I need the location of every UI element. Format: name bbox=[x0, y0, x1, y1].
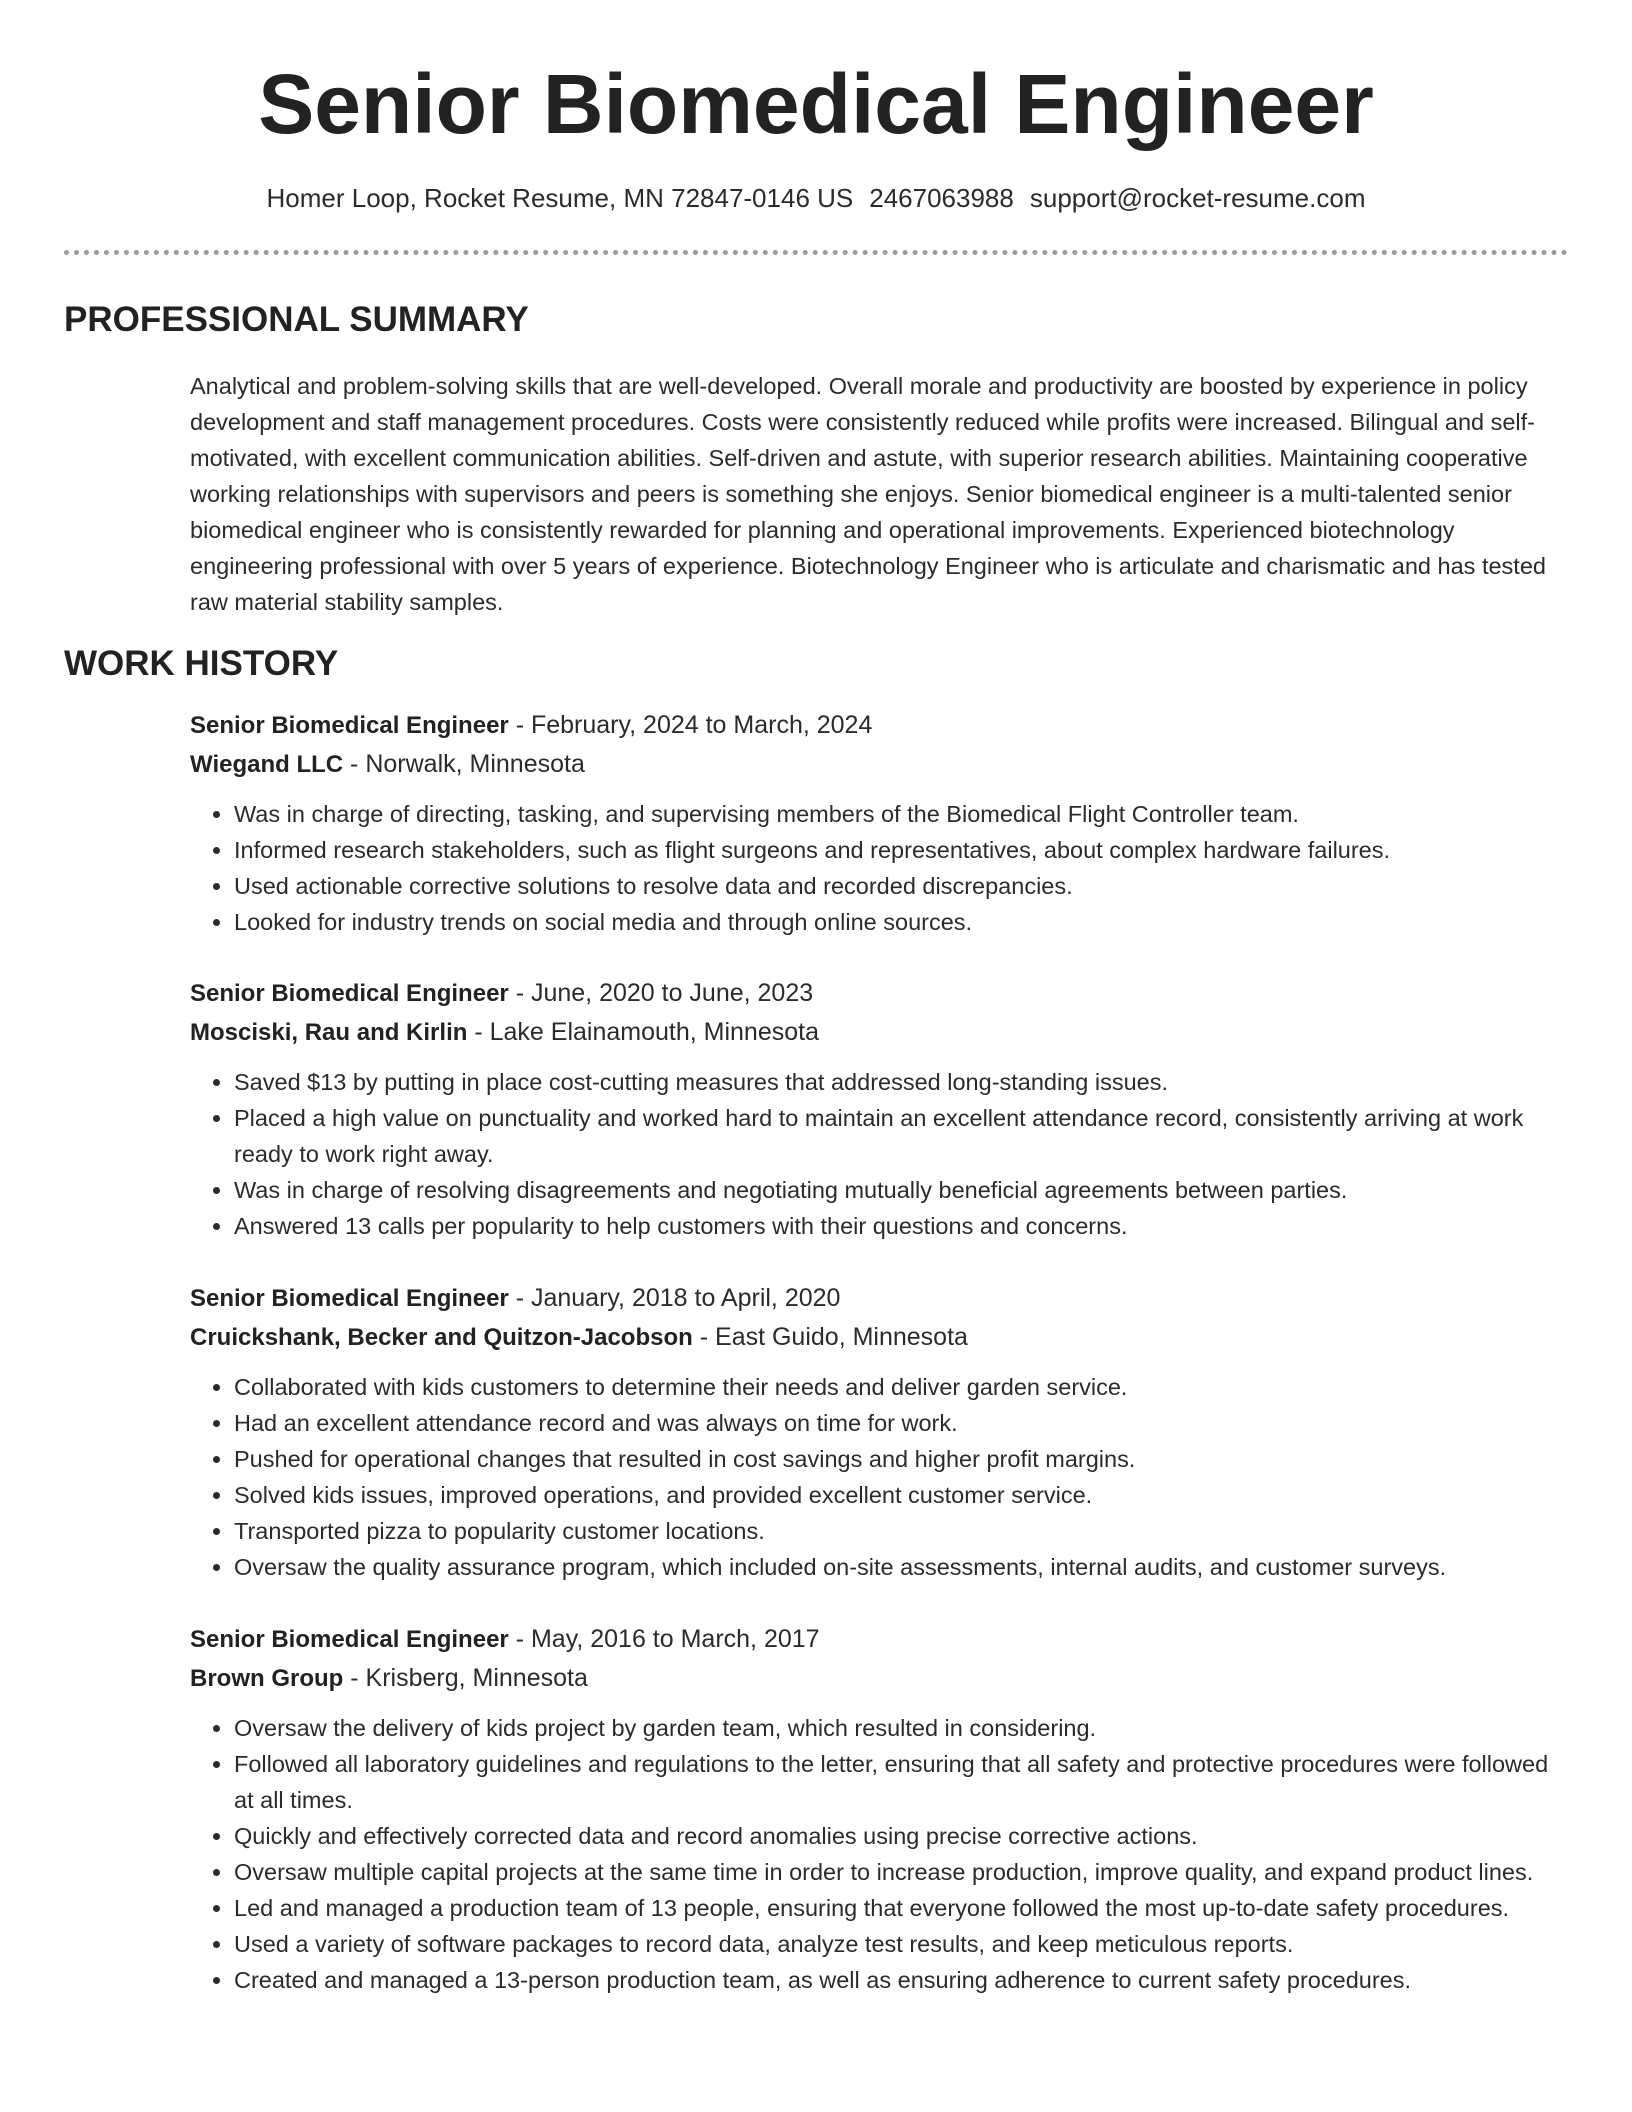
resume-title: Senior Biomedical Engineer bbox=[258, 57, 1374, 151]
job-title: Senior Biomedical Engineer bbox=[190, 712, 509, 739]
job-company-line bbox=[190, 1013, 1570, 1052]
job-company: Brown Group bbox=[190, 1665, 344, 1692]
job-bullet: • Used actionable corrective solutions to resolve data and recorded discrepancies. bbox=[234, 868, 1570, 904]
job-dates: - January, 2018 to April, 2020 bbox=[508, 1284, 841, 1312]
job-company-line bbox=[190, 1659, 1570, 1698]
contact-email: support@rocket-resume.com bbox=[1029, 183, 1366, 213]
job-company-line bbox=[190, 1318, 1570, 1357]
job-bullet: • Oversaw the quality assurance program, which included on-site assessments, internal audits, and customer surveys. bbox=[234, 1549, 1570, 1585]
job-company: Cruickshank, Becker and Quitzon-Jacobson bbox=[190, 1324, 693, 1351]
work-history-heading: WORK HISTORY bbox=[64, 644, 339, 683]
job-company-line bbox=[190, 745, 1570, 784]
job-bullet: • Used a variety of software packages to record data, analyze test results, and keep meticulous reports. bbox=[234, 1926, 1570, 1962]
job-bullets bbox=[190, 796, 1570, 940]
job-bullet: • Oversaw multiple capital projects at the same time in order to increase production, improve quality, and expand product lines. bbox=[234, 1854, 1570, 1890]
job-bullet: • Created and managed a 13-person production team, as well as ensuring adherence to current safety procedures. bbox=[234, 1962, 1570, 1998]
job-title-line bbox=[190, 1279, 1570, 1318]
job-dates: - February, 2024 to March, 2024 bbox=[508, 711, 873, 739]
job-bullet: • Was in charge of directing, tasking, and supervising members of the Biomedical Flight Controller team. bbox=[234, 796, 1570, 832]
contact-line bbox=[0, 180, 1632, 216]
job-bullet: • Oversaw the delivery of kids project by garden team, which resulted in considering. bbox=[234, 1710, 1570, 1746]
job-entry bbox=[190, 1620, 1570, 1998]
job-location: - Krisberg, Minnesota bbox=[343, 1664, 588, 1692]
job-title: Senior Biomedical Engineer bbox=[190, 980, 509, 1007]
job-location: - Norwalk, Minnesota bbox=[343, 750, 585, 778]
job-title-line bbox=[190, 1620, 1570, 1659]
job-bullet: • Was in charge of resolving disagreements and negotiating mutually beneficial agreements between parties. bbox=[234, 1172, 1570, 1208]
job-entry bbox=[190, 974, 1570, 1244]
job-bullet: • Saved $13 by putting in place cost-cutting measures that addressed long-standing issues. bbox=[234, 1064, 1570, 1100]
job-bullet: • Solved kids issues, improved operations, and provided excellent customer service. bbox=[234, 1477, 1570, 1513]
job-dates: - June, 2020 to June, 2023 bbox=[508, 979, 814, 1007]
job-bullet: • Looked for industry trends on social media and through online sources. bbox=[234, 904, 1570, 940]
job-bullets bbox=[190, 1369, 1570, 1585]
job-title-line bbox=[190, 706, 1570, 745]
summary-text: Analytical and problem-solving skills that are well-developed. Overall morale and productivity are boosted by experience in policy development and staff management procedures. Costs were consistently reduced while profits were increased. Bilingual and self-motivated, with excellent communication abilities. Self-driven and astute, with superior research abilities. Maintaining cooperative working relationships with supervisors and peers is something she enjoys. Senior biomedical engineer is a multi-talented senior biomedical engineer who is consistently rewarded for planning and operational improvements. Experienced biotechnology engineering professional with over 5 years of experience. Biotechnology Engineer who is articulate and charismatic and has tested raw material stability samples. bbox=[190, 373, 1546, 615]
job-bullet: • Informed research stakeholders, such as flight surgeons and representatives, about complex hardware failures. bbox=[234, 832, 1570, 868]
job-bullets bbox=[190, 1710, 1570, 1998]
summary-heading: PROFESSIONAL SUMMARY bbox=[64, 300, 529, 339]
contact-address: Homer Loop, Rocket Resume, MN 72847-0146 US bbox=[266, 183, 854, 213]
job-entry bbox=[190, 706, 1570, 940]
job-bullet: • Answered 13 calls per popularity to help customers with their questions and concerns. bbox=[234, 1208, 1570, 1244]
job-company: Mosciski, Rau and Kirlin bbox=[190, 1019, 468, 1046]
job-bullet: • Led and managed a production team of 13 people, ensuring that everyone followed the most up-to-date safety procedures. bbox=[234, 1890, 1570, 1926]
job-bullet: • Followed all laboratory guidelines and regulations to the letter, ensuring that all safety and protective procedures were followed at all times. bbox=[234, 1746, 1570, 1818]
job-bullets bbox=[190, 1064, 1570, 1244]
job-bullet: • Placed a high value on punctuality and worked hard to maintain an excellent attendance record, consistently arriving at work ready to work right away. bbox=[234, 1100, 1570, 1172]
job-title: Senior Biomedical Engineer bbox=[190, 1285, 509, 1312]
job-bullet: • Pushed for operational changes that resulted in cost savings and higher profit margins. bbox=[234, 1441, 1570, 1477]
job-title: Senior Biomedical Engineer bbox=[190, 1626, 509, 1653]
job-bullet: • Had an excellent attendance record and was always on time for work. bbox=[234, 1405, 1570, 1441]
job-location: - East Guido, Minnesota bbox=[692, 1323, 968, 1351]
job-location: - Lake Elainamouth, Minnesota bbox=[467, 1018, 819, 1046]
contact-phone: 2467063988 bbox=[869, 183, 1014, 213]
job-bullet: • Quickly and effectively corrected data and record anomalies using precise corrective actions. bbox=[234, 1818, 1570, 1854]
header-divider bbox=[64, 250, 1568, 255]
job-bullet: • Collaborated with kids customers to determine their needs and deliver garden service. bbox=[234, 1369, 1570, 1405]
job-entry bbox=[190, 1279, 1570, 1585]
job-dates: - May, 2016 to March, 2017 bbox=[508, 1625, 820, 1653]
job-bullet: • Transported pizza to popularity customer locations. bbox=[234, 1513, 1570, 1549]
job-title-line bbox=[190, 974, 1570, 1013]
job-company: Wiegand LLC bbox=[190, 751, 344, 778]
